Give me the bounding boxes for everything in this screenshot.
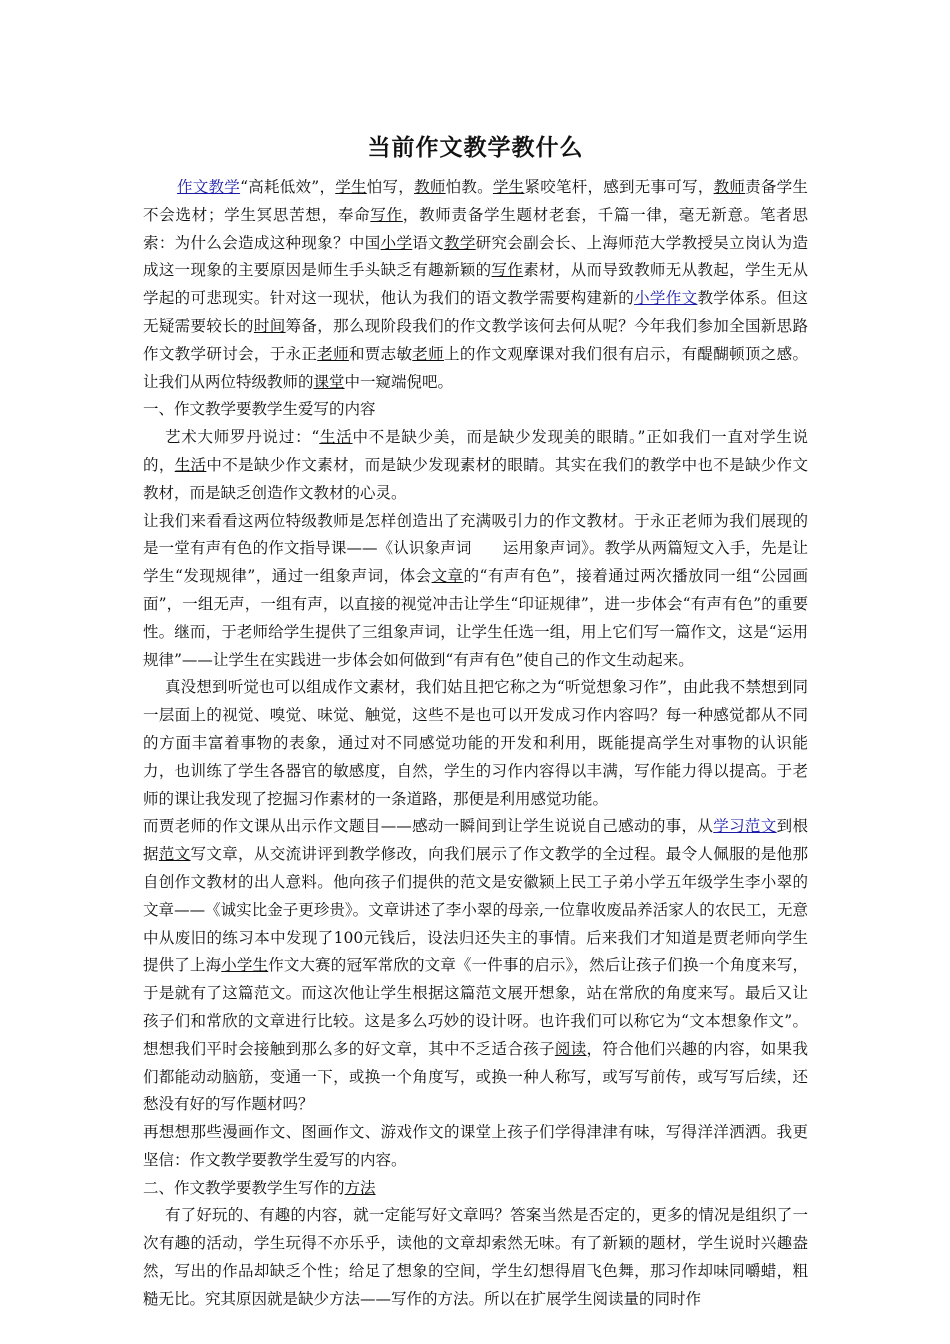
underlined-term: 课堂 xyxy=(313,372,345,391)
text-run: 到根据 xyxy=(143,817,808,864)
underlined-term: 生活 xyxy=(319,428,353,447)
underlined-term: 小学 xyxy=(380,233,413,252)
text-run: 素材，从而导致教师无从教起，学生无从学起的可悲现实。针对这一现状，他认为我们的语文教学需要构建新的 xyxy=(143,261,808,308)
text-run: 中不是缺少作文素材，而是缺少发现素材的眼睛。其实在我们的教学中也不是缺少作文教材，而是缺乏创造作文教材的心灵。 xyxy=(143,455,808,502)
document-page xyxy=(143,128,808,1314)
underlined-term: 教学 xyxy=(443,233,476,252)
text-run: ，教师责备学生题材老套，千篇一律，毫无新意。笔者思索：为什么会造成这种现象？中国 xyxy=(143,205,808,252)
underlined-term: 教师 xyxy=(713,178,746,196)
underlined-term: 范文 xyxy=(158,845,191,864)
paragraph-jia-lesson xyxy=(143,813,808,1119)
underlined-term: 阅读 xyxy=(554,1039,587,1058)
section-heading-1: 一、作文教学要教学生爱写的内容 xyxy=(143,400,376,419)
underlined-term: 时间 xyxy=(253,316,286,335)
paragraph-intro xyxy=(143,174,808,396)
underlined-term: 教师 xyxy=(414,178,446,196)
text-run: 筹备，那么现阶段我们的作文教学该何去何从呢？今年我们参加全国新思路作文教学研讨会，于永正 xyxy=(143,316,808,363)
text-run: 紧咬笔杆，感到无事可写， xyxy=(524,178,714,196)
text-run: ，符合他们兴趣的内容，如果我们都能动动脑筋，变通一下，或换一个角度写，或换一种人称写，或写写前传，或写写后续，还愁没有好的写作题材吗？ xyxy=(143,1039,808,1114)
paragraph-methods xyxy=(143,1202,808,1313)
text-run: 和贾志敏 xyxy=(348,344,413,363)
hyperlink[interactable]: 学习范文 xyxy=(713,817,777,836)
underlined-term: 学生 xyxy=(492,178,525,196)
underlined-term: 文章 xyxy=(431,567,464,586)
text-run: 再想想那些漫画作文、图画作文、游戏作文的课堂上孩子们学得津津有味，写得洋洋洒洒。我更坚信：作文教学要教学生爱写的内容。 xyxy=(143,1123,808,1169)
text-run: 语文 xyxy=(412,233,444,252)
text-run: 教学体系。但这无疑需要较长的 xyxy=(143,289,808,335)
text-run: 让我们来看看这两位特级教师是怎样创造出了充满吸引力的作文教材。于永正老师为我们展现的是一堂有声有色的作文指导课——《认识象声词 运用象声词》。教学从两篇短文入手，先是让学生“发现规律”，通过一组象声词，体会 xyxy=(143,511,808,586)
underlined-term: 写作 xyxy=(491,261,524,280)
text-run: 怕写， xyxy=(366,178,415,196)
underlined-term: 方法 xyxy=(344,1178,376,1197)
underlined-term: 小学生 xyxy=(221,956,269,975)
text-run: 艺术大师罗丹说过：“ xyxy=(165,428,320,447)
underlined-term: 老师 xyxy=(412,344,444,363)
underlined-term: 老师 xyxy=(317,344,349,363)
underlined-term: 生活 xyxy=(174,455,207,474)
section-heading-2 xyxy=(143,1175,808,1203)
document-title: 当前作文教学教什么 xyxy=(367,135,584,161)
text-run: 中一窥端倪吧。 xyxy=(344,372,454,391)
text-run: 而贾老师的作文课从出示作文题目——感动一瞬间到让学生说说自己感动的事，从 xyxy=(143,817,714,836)
text-run: 中不是缺少美，而是缺少发现美的眼睛。”正如我们一直对学生说的， xyxy=(143,428,808,474)
text-run: 二、作文教学要教学生写作的 xyxy=(143,1178,345,1197)
text-run: 怕教。 xyxy=(445,178,493,196)
text-run: 上的作文观摩课对我们很有启示，有醍醐顿顶之感。让我们从两位特级教师的 xyxy=(143,344,808,391)
hyperlink[interactable]: 作文教学 xyxy=(177,178,241,196)
text-run: 作文大赛的冠军常欣的文章《一件事的启示》，然后让孩子们换一个角度来写，于是就有了这篇范文。而这次他让学生根据这篇范文展开想象，站在常欣的角度来写。最后又让孩子们和常欣的文章进行比较。这是多么巧妙的设计呀。也许我们可以称它为“文本想象作文”。想想我们平时会接触到那么多的好文章，其中不乏适合孩子 xyxy=(143,956,808,1058)
paragraph-senses xyxy=(143,674,808,813)
text-run: 研究会副会长、上海师范大学教授吴立岗认为造成这一现象的主要原因是师生手头缺乏有趣新颖的 xyxy=(143,233,808,280)
text-run: 责备学生不会选材；学生冥思苦想，奉命 xyxy=(143,178,808,224)
underlined-term: 学生 xyxy=(335,178,367,196)
text-run: 真没想到听觉也可以组成作文素材，我们姑且把它称之为“听觉想象习作”，由此我不禁想到同一层面上的视觉、嗅觉、味觉、触觉，这些不是也可以开发成习作内容吗？每一种感觉都从不同的方面丰富着事物的表象，通过对不同感觉功能的开发和利用，既能提高学生对事物的认识能力，也训练了学生各器官的敏感度，自然，学生的习作内容得以丰满，写作能力得以提高。于老师的课让我发现了挖掘习作素材的一条道路，那便是利用感觉功能。 xyxy=(143,678,808,808)
paragraph-conclusion-1 xyxy=(143,1119,808,1175)
text-run: 写文章，从交流讲评到教学修改，向我们展示了作文教学的全过程。最令人佩服的是他那自创作文教材的出人意料。他向孩子们提供的范文是安徽颍上民工子弟小学五年级学生李小翠的文章——《诚实比金子更珍贵》。文章讲述了李小翠的母亲,一位靠收废品养活家人的农民工，无意中从废旧的练习本中发现了100元钱后，设法归还失主的事情。后来我们才知道是贾老师向学生提供了上海 xyxy=(143,845,808,975)
text-run: 有了好玩的、有趣的内容，就一定能写好文章吗？答案当然是否定的，更多的情况是组织了一次有趣的活动，学生玩得不亦乐乎，读他的文章却索然无味。有了新颖的题材，学生说时兴趣盎然，写出的作品却缺乏个性；给足了想象的空间，学生幻想得眉飞色舞，那习作却味同嚼蜡，粗糙无比。究其原因就是缺少方法——写作的方法。所以在扩展学生阅读量的同时作 xyxy=(143,1206,808,1308)
hyperlink[interactable]: 小学作文 xyxy=(634,289,698,308)
underlined-term: 写作 xyxy=(370,205,403,224)
paragraph-rodin-quote xyxy=(143,424,808,507)
text-run: 的“有声有色”，接着通过两次播放同一组“公园画面”，一组无声，一组有声，以直接的视觉冲击让学生“印证规律”，进一步体会“有声有色”的重要性。继而，于老师给学生提供了三组象声词，让学生任选一组，用上它们写一篇作文，这是“运用规律”——让学生在实践进一步体会如何做到“有声有色”使自己的作文生动起来。 xyxy=(143,567,808,669)
paragraph-yu-lesson xyxy=(143,508,808,675)
text-run: “高耗低效”， xyxy=(240,178,336,196)
